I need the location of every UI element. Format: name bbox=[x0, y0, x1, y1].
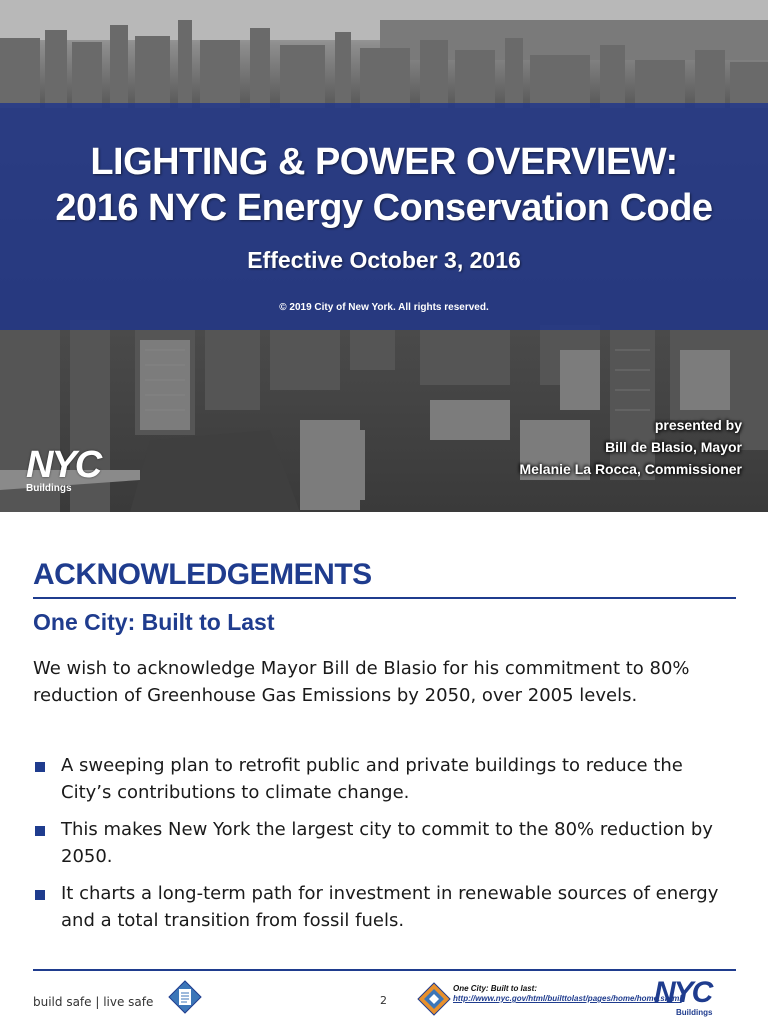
built-to-last-icon bbox=[417, 982, 451, 1016]
nyc-buildings-logo bbox=[26, 446, 134, 496]
intro-paragraph: We wish to acknowledge Mayor Bill de Blasio for his commitment to 80% reduction of Greenhouse Gas Emissions by 2050, over 2005 levels. bbox=[33, 658, 690, 706]
cover-title-line1: LIGHTING & POWER OVERVIEW: bbox=[90, 141, 678, 183]
section-title: ACKNOWLEDGEMENTS bbox=[33, 558, 372, 591]
bullet-text: It charts a long-term path for investment in renewable sources of energy and a total transition from fossil fuels. bbox=[61, 883, 719, 931]
bullet-list bbox=[33, 752, 738, 944]
footer-link-block bbox=[453, 984, 682, 1004]
footer-nyc-logo-text: NYC bbox=[654, 976, 712, 1009]
presenter-block bbox=[519, 414, 742, 480]
square-bullet-icon bbox=[35, 890, 45, 900]
footer-nyc-buildings-logo bbox=[654, 978, 736, 1018]
presented-by-label: presented by bbox=[654, 417, 742, 433]
code-document-icon bbox=[168, 980, 202, 1014]
effective-date: Effective October 3, 2016 bbox=[247, 247, 521, 273]
cover-title-line2: 2016 NYC Energy Conservation Code bbox=[55, 187, 713, 229]
section-divider bbox=[33, 597, 736, 599]
list-item bbox=[33, 816, 738, 870]
list-item bbox=[33, 880, 738, 934]
footer-link-url[interactable]: http://www.nyc.gov/html/builttolast/pages/home/home.shtml bbox=[453, 994, 682, 1003]
bullet-text: A sweeping plan to retrofit public and private buildings to reduce the City’s contributions to climate change. bbox=[61, 755, 683, 803]
nyc-logo-text: NYC bbox=[26, 444, 101, 486]
square-bullet-icon bbox=[35, 762, 45, 772]
commissioner-name: Melanie La Rocca, Commissioner bbox=[519, 461, 742, 477]
mayor-name: Bill de Blasio, Mayor bbox=[605, 439, 742, 455]
footer-link-title: One City: Built to last: bbox=[453, 984, 537, 993]
page-number: 2 bbox=[380, 994, 387, 1007]
section-subtitle: One City: Built to Last bbox=[33, 609, 275, 635]
buildings-logo-text: Buildings bbox=[26, 483, 72, 494]
bullet-text: This makes New York the largest city to commit to the 80% reduction by 2050. bbox=[61, 819, 713, 867]
list-item bbox=[33, 752, 738, 806]
footer-divider bbox=[33, 969, 736, 971]
copyright-notice: © 2019 City of New York. All rights reserved. bbox=[279, 302, 489, 313]
square-bullet-icon bbox=[35, 826, 45, 836]
footer-slogan: build safe | live safe bbox=[33, 995, 154, 1009]
footer-buildings-logo-text: Buildings bbox=[676, 1008, 713, 1017]
